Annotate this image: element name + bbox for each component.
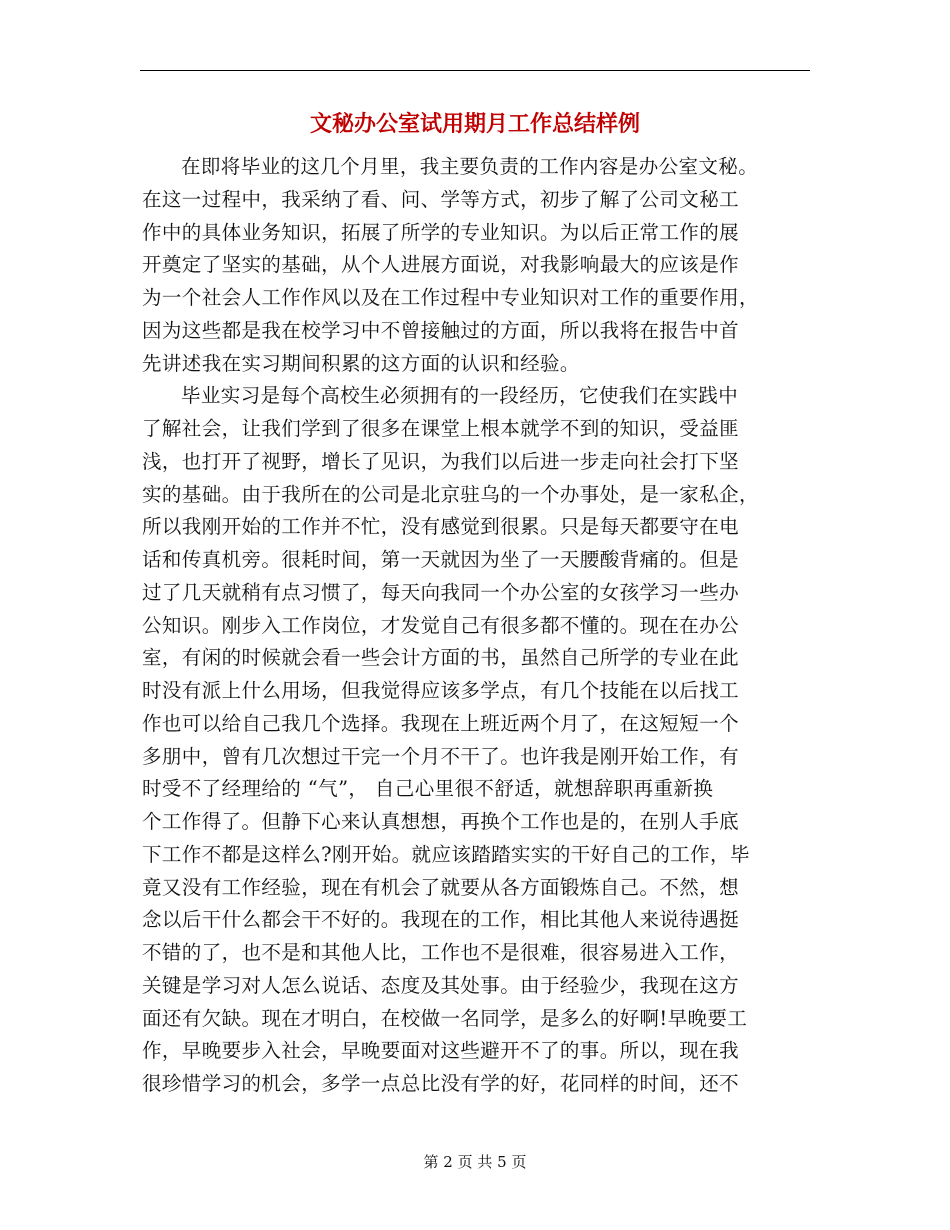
paragraph-2-line-13: 时受不了经理给的 “气”， 自己心里很不舒适，就想辞职再重新换 xyxy=(142,777,714,801)
page-number-footer: 第 2 页 共 5 页 xyxy=(423,1153,527,1171)
paragraph-1-line-2: 在这一过程中，我采纳了看、问、学等方式，初步了解了公司文秘工 xyxy=(142,187,740,211)
paragraph-2-line-7: 过了几天就稍有点习惯了，每天向我同一个办公室的女孩学习一些办 xyxy=(142,580,740,604)
paragraph-2-line-3: 浅，也打开了视野，增长了见识，为我们以后进一步走向社会打下坚 xyxy=(142,449,740,473)
paragraph-2-line-15: 下工作不都是这样么?刚开始。就应该踏踏实实的干好自己的工作，毕 xyxy=(142,842,750,866)
paragraph-2-line-6: 话和传真机旁。很耗时间，第一天就因为坐了一天腰酸背痛的。但是 xyxy=(142,548,740,571)
paragraph-2-line-8: 公知识。刚步入工作岗位，才发觉自己有很多都不懂的。现在在办公 xyxy=(142,613,740,637)
paragraph-2-line-20: 面还有欠缺。现在才明白，在校做一名同学，是多么的好啊!早晚要工 xyxy=(142,1006,748,1030)
paragraph-2-line-11: 作也可以给自己我几个选择。我现在上班近两个月了，在这短短一个 xyxy=(142,711,740,735)
paragraph-2-line-4: 实的基础。由于我所在的公司是北京驻乌的一个办事处，是一家私企， xyxy=(142,482,759,506)
paragraph-1-line-5: 为一个社会人工作作风以及在工作过程中专业知识对工作的重要作用， xyxy=(142,286,759,309)
paragraph-1-line-7: 先讲述我在实习期间积累的这方面的认识和经验。 xyxy=(142,351,580,375)
paragraph-1-line-1: 在即将毕业的这几个月里，我主要负责的工作内容是办公室文秘。 xyxy=(181,155,759,178)
document-title: 文秘办公室试用期月工作总结样例 xyxy=(309,112,640,137)
paragraph-1-line-4: 开奠定了坚实的基础，从个人进展方面说，对我影响最大的应该是作 xyxy=(142,253,740,277)
paragraph-2-line-12: 多朋中，曾有几次想过干完一个月不干了。也许我是刚开始工作，有 xyxy=(142,744,740,768)
paragraph-2-line-18: 不错的了，也不是和其他人比，工作也不是很难，很容易进入工作， xyxy=(142,941,740,964)
document-body xyxy=(142,151,812,1101)
paragraph-2-line-9: 室，有闲的时候就会看一些会计方面的书，虽然自己所学的专业在此 xyxy=(142,646,740,670)
paragraph-2-line-22: 很珍惜学习的机会，多学一点总比没有学的好，花同样的时间，还不 xyxy=(142,1072,740,1095)
paragraph-2-line-21: 作，早晚要步入社会，早晚要面对这些避开不了的事。所以，现在我 xyxy=(142,1039,740,1063)
paragraph-2-line-16: 竟又没有工作经验，现在有机会了就要从各方面锻炼自己。不然，想 xyxy=(142,875,740,899)
paragraph-2-line-1: 毕业实习是每个高校生必须拥有的一段经历，它使我们在实践中 xyxy=(181,384,739,408)
paragraph-2-line-5: 所以我刚开始的工作并不忙，没有感觉到很累。只是每天都要守在电 xyxy=(142,515,740,539)
paragraph-1-line-6: 因为这些都是我在校学习中不曾接触过的方面，所以我将在报告中首 xyxy=(142,318,740,342)
paragraph-2-line-10: 时没有派上什么用场，但我觉得应该多学点，有几个技能在以后找工 xyxy=(142,679,740,702)
paragraph-2-line-14: 个工作得了。但静下心来认真想想，再换个工作也是的，在别人手底 xyxy=(142,810,740,833)
paragraph-2-line-2: 了解社会，让我们学到了很多在课堂上根本就学不到的知识，受益匪 xyxy=(142,417,740,440)
paragraph-2-line-17: 念以后干什么都会干不好的。我现在的工作，相比其他人来说待遇挺 xyxy=(142,908,740,932)
header-rule xyxy=(140,70,810,71)
paragraph-2-line-19: 关键是学习对人怎么说话、态度及其处事。由于经验少，我现在这方 xyxy=(142,973,740,997)
paragraph-1-line-3: 作中的具体业务知识，拓展了所学的专业知识。为以后正常工作的展 xyxy=(142,220,740,244)
